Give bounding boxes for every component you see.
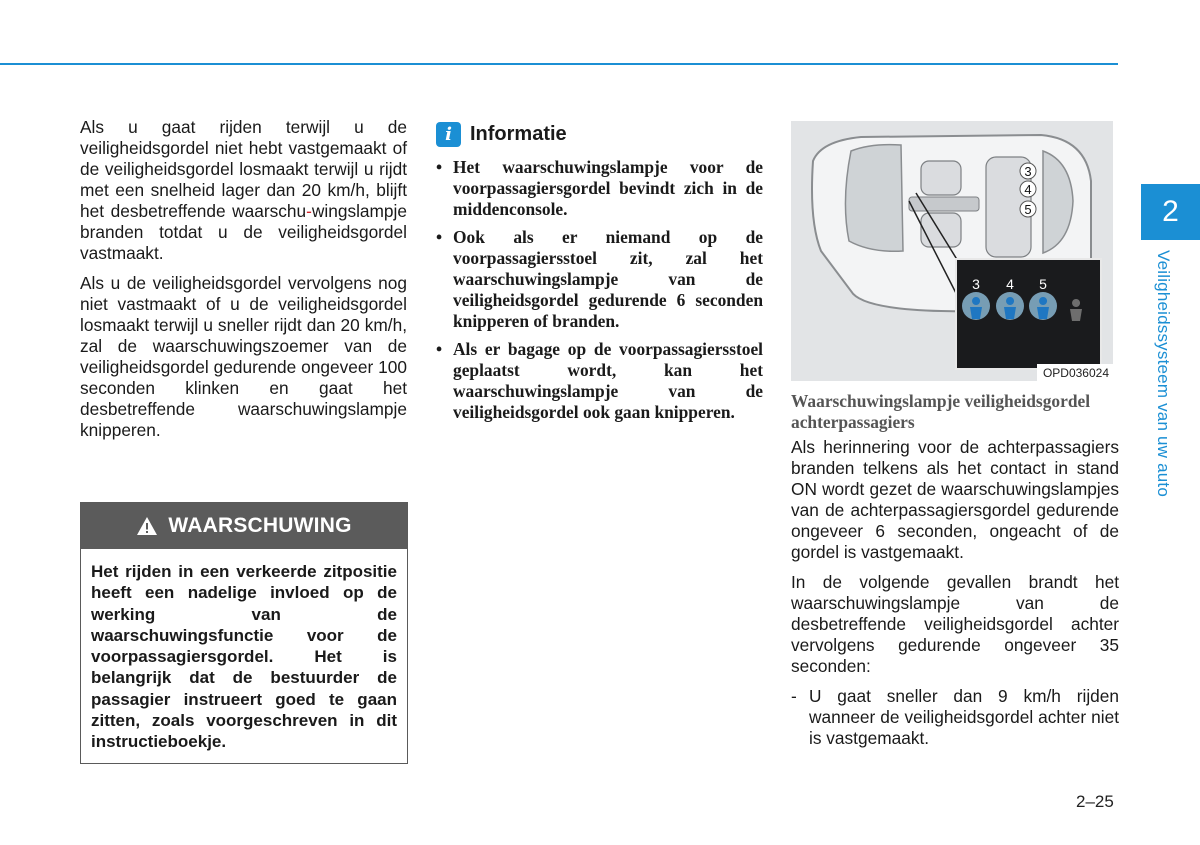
warning-title: WAARSCHUWING xyxy=(168,514,352,537)
section-heading: Waarschuwingslampje veiligheidsgordel achterpassagiers xyxy=(791,391,1091,432)
paragraph-1 xyxy=(80,117,407,264)
warning-box xyxy=(80,502,408,764)
indicator-label-5: 5 xyxy=(1039,276,1047,292)
info-bullet: • Ook als er niemand op de voorpassagiersstoel zit, zal het waarschuwingslampje van de veiligheidsgordel gedurende 6 seconden knipperen of branden. xyxy=(436,227,763,333)
car-seatbelt-figure xyxy=(791,121,1113,381)
top-rule xyxy=(0,63,1118,65)
figure-code: OPD036024 xyxy=(1037,364,1113,381)
dash-list-item xyxy=(791,686,1119,749)
car-top-view-illustration xyxy=(791,121,1113,381)
paragraph-1-text: Als u gaat rijden terwijl u de veiligheidsgordel niet hebt vastgemaakt of de veiligheidsgordel losmaakt terwijl u rijdt met een snelheid lager dan 20 km/h, blijft het desbetreffende waarschu xyxy=(80,117,407,221)
info-title: Informatie xyxy=(470,123,567,145)
info-bullet: • Als er bagage op de voorpassagiersstoel geplaatst wordt, kan het waarschuwingslampje van de veiligheidsgordel ook gaan knipperen. xyxy=(436,339,763,424)
warning-text: Het rijden in een verkeerde zitpositie heeft een nadelige invloed op de werking van de waarschuwingsfunctie voor de voorpassagiersgordel. Het is belangrijk dat de bestuurder de passagier instrueert goed te gaan zitten, zoals voorgeschreven in dit instructieboekje. xyxy=(91,562,397,752)
info-list xyxy=(436,157,763,423)
warning-triangle-icon xyxy=(136,516,158,536)
left-column xyxy=(80,117,407,450)
warning-header xyxy=(81,503,407,549)
seat-label-3: 3 xyxy=(1024,164,1032,179)
right-column xyxy=(791,121,1119,758)
indicator-label-3: 3 xyxy=(972,276,980,292)
info-column xyxy=(436,122,763,429)
right-paragraph-1: Als herinnering voor de achterpassagiers branden telkens als het contact in stand ON wordt gezet de waarschuwingslampjes van de achterpassagiersgordel gedurende ongeveer 6 seconden, ongeacht of de gordel is vastgemaakt. xyxy=(791,437,1119,562)
right-paragraph-2: In de volgende gevallen brandt het waarschuwingslampje van de desbetreffende veiligheidsgordel achter vervolgens gedurende ongeveer 35 seconden: xyxy=(791,572,1119,676)
info-icon: i xyxy=(436,122,461,147)
info-bullet: • Het waarschuwingslampje voor de voorpassagiersgordel bevindt zich in de middenconsole. xyxy=(436,157,763,221)
hyphen: - xyxy=(306,201,312,221)
seat-label-4: 4 xyxy=(1024,182,1032,197)
dash-item-text: U gaat sneller dan 9 km/h rijden wanneer de veiligheidsgordel achter niet is vastgemaakt. xyxy=(809,686,1119,748)
chapter-title: Veiligheidssysteem van uw auto xyxy=(1154,250,1173,497)
paragraph-2: Als u de veiligheidsgordel vervolgens nog niet vastmaakt of u de veiligheidsgordel losmaakt terwijl u sneller rijdt dan 20 km/h, zal de waarschuwingszoemer van de veiligheidsgordel gedurende ongeveer 100 seconden klinken en gaat het desbetreffende waarschuwingslampje knipperen. xyxy=(80,273,407,440)
chapter-number-tab: 2 xyxy=(1141,184,1200,240)
info-heading xyxy=(436,122,763,147)
seat-label-5: 5 xyxy=(1024,202,1032,217)
page-number: 2–25 xyxy=(1076,792,1114,811)
paragraph-1-continued: wingslampje branden totdat u de veiligheidsgordel vastmaakt. xyxy=(80,201,407,263)
indicator-label-4: 4 xyxy=(1006,276,1014,292)
dash-marker: - xyxy=(791,686,797,706)
